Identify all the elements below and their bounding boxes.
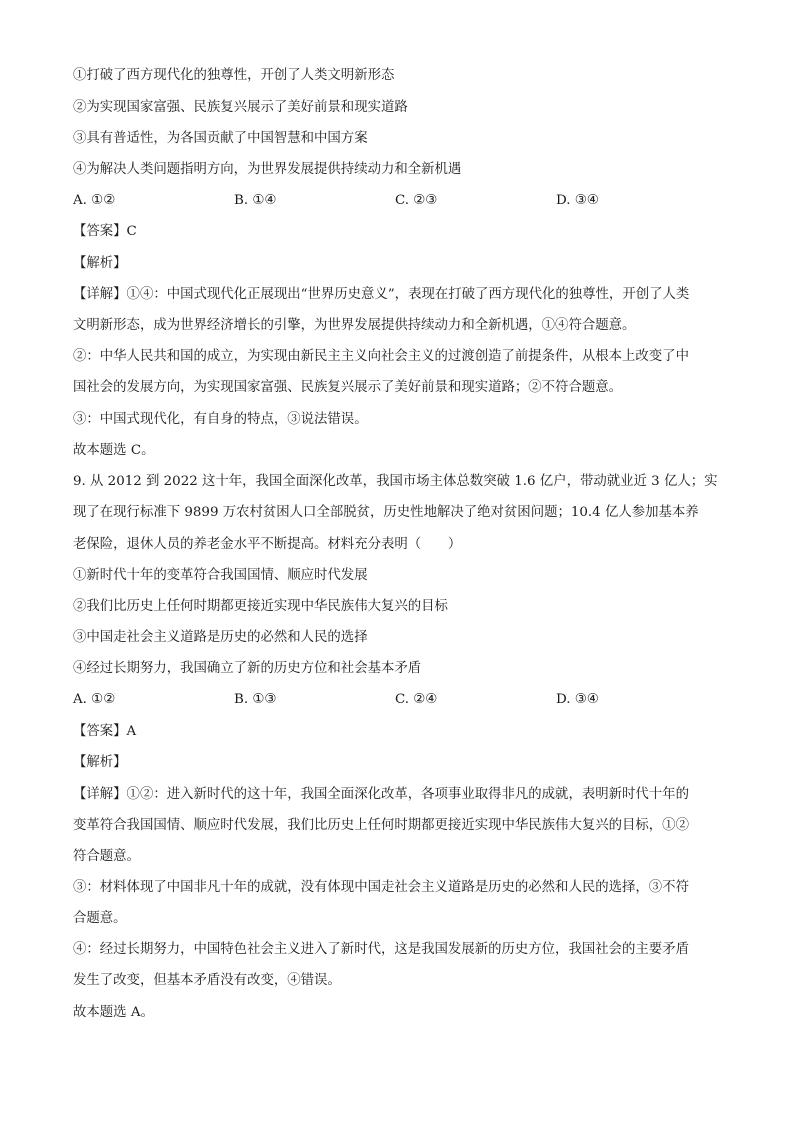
statement-3: ③中国走社会主义道路是历史的必然和人民的选择 bbox=[73, 630, 368, 645]
answer: 【答案】C bbox=[73, 224, 137, 239]
question-stem: 现了在现行标准下 9899 万农村贫困人口全部脱贫，历史性地解决了绝对贫困问题；10.4 亿人参加基本养 bbox=[73, 505, 699, 520]
conclusion: 故本题选 C。 bbox=[73, 443, 155, 458]
analysis-line: 符合题意。 bbox=[73, 849, 140, 864]
analysis-title: 【解析】 bbox=[73, 256, 127, 271]
statement-2: ②为实现国家富强、民族复兴展示了美好前景和现实道路 bbox=[73, 100, 408, 115]
option-c: C. ②③ bbox=[395, 193, 438, 208]
option-a: A. ①② bbox=[73, 692, 116, 707]
option-a: A. ①② bbox=[73, 193, 116, 208]
analysis-line: 文明新形态，成为世界经济增长的引擎，为世界发展提供持续动力和全新机遇，①④符合题意。 bbox=[73, 318, 636, 333]
option-d: D. ③④ bbox=[556, 692, 599, 707]
question-stem: 9. 从 2012 到 2022 这十年，我国全面深化改革，我国市场主体总数突破 1.6 亿户，带动就业近 3 亿人；实 bbox=[73, 474, 718, 489]
analysis-line: 发生了改变，但基本矛盾没有改变，④错误。 bbox=[73, 973, 341, 988]
answer: 【答案】A bbox=[73, 724, 137, 739]
statement-1: ①新时代十年的变革符合我国国情、顺应时代发展 bbox=[73, 568, 368, 583]
option-c: C. ②④ bbox=[395, 692, 438, 707]
statement-3: ③具有普适性，为各国贡献了中国智慧和中国方案 bbox=[73, 131, 368, 146]
option-d: D. ③④ bbox=[556, 193, 599, 208]
analysis-line: ③：中国式现代化，有自身的特点，③说法错误。 bbox=[73, 412, 368, 427]
statement-4: ④经过长期努力，我国确立了新的历史方位和社会基本矛盾 bbox=[73, 661, 422, 676]
analysis-line: 国社会的发展方向，为实现国家富强、民族复兴展示了美好前景和现实道路；②不符合题意。 bbox=[73, 380, 623, 395]
analysis-title: 【解析】 bbox=[73, 755, 127, 770]
analysis-line: ④：经过长期努力，中国特色社会主义进入了新时代，这是我国发展新的历史方位，我国社会的主要矛盾 bbox=[73, 942, 689, 957]
analysis-line: ③：材料体现了中国非凡十年的成就，没有体现中国走社会主义道路是历史的必然和人民的选择，③不符 bbox=[73, 880, 689, 895]
analysis-line: ②：中华人民共和国的成立，为实现由新民主主义向社会主义的过渡创造了前提条件，从根本上改变了中 bbox=[73, 349, 689, 364]
statement-1: ①打破了西方现代化的独尊性，开创了人类文明新形态 bbox=[73, 68, 395, 83]
analysis-line: 合题意。 bbox=[73, 911, 127, 926]
option-b: B. ①③ bbox=[234, 692, 277, 707]
analysis-line: 【详解】①②：进入新时代的这十年，我国全面深化改革，各项事业取得非凡的成就，表明新时代十年的 bbox=[73, 787, 689, 802]
question-stem: 老保险，退休人员的养老金水平不断提高。材料充分表明（ ） bbox=[73, 537, 462, 552]
statement-2: ②我们比历史上任何时期都更接近实现中华民族伟大复兴的目标 bbox=[73, 599, 448, 614]
analysis-line: 变革符合我国国情、顺应时代发展，我们比历史上任何时期都更接近实现中华民族伟大复兴的目标，①② bbox=[73, 818, 689, 833]
option-b: B. ①④ bbox=[234, 193, 277, 208]
options-row bbox=[73, 191, 721, 211]
statement-4: ④为解决人类问题指明方向，为世界发展提供持续动力和全新机遇 bbox=[73, 162, 462, 177]
conclusion: 故本题选 A。 bbox=[73, 1005, 154, 1020]
analysis-line: 【详解】①④：中国式现代化正展现出“世界历史意义”，表现在打破了西方现代化的独尊性，开创了人类 bbox=[73, 287, 690, 302]
options-row bbox=[73, 690, 721, 710]
